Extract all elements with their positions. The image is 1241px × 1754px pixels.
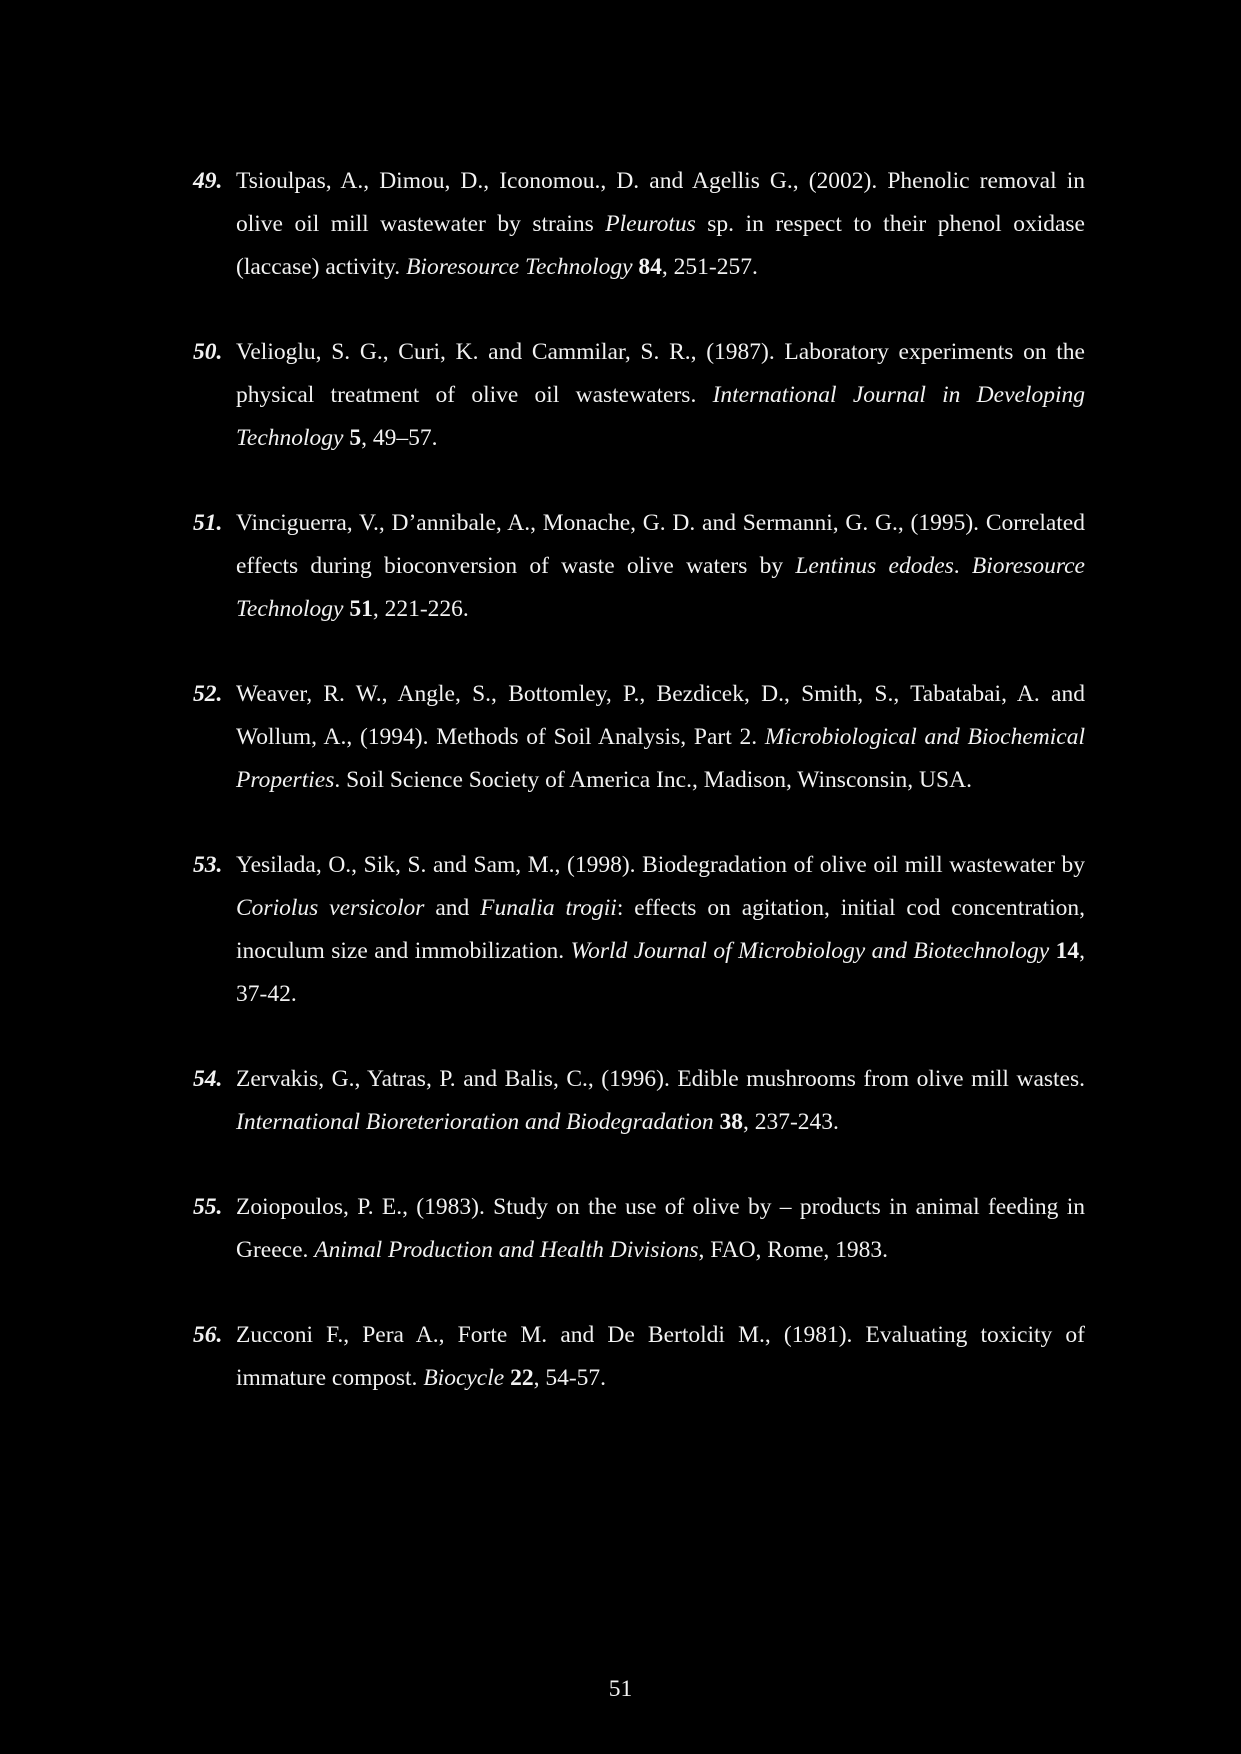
reference-italic-run: Coriolus versicolor [236,895,425,921]
reference-text [236,852,1085,1007]
reference-text-run: and [424,895,481,921]
reference-item [193,502,1085,631]
reference-italic-run: Animal Production and Health Divisions [314,1237,699,1263]
reference-text-run: Vinciguerra, V., D’annibale, A., Monache, G. D. and Sermanni, G. G., (1995). Correlated effects during bioconversion of waste olive waters by [236,510,1085,579]
reference-item [193,1186,1085,1272]
reference-text-run: , 37-42. [236,938,1086,1007]
reference-text [236,1322,1085,1391]
reference-italic-run: World Journal of Microbiology and Biotechnology [570,938,1050,964]
reference-italic-run: Bioresource Technology [236,553,1085,622]
reference-text-run: , 237-243. [742,1109,839,1135]
reference-text-run: Zoiopoulos, P. E., (1983). Study on the use of olive by – products in animal feeding in Greece. [236,1194,1085,1263]
reference-text-run: , 54-57. [533,1365,607,1391]
reference-list [193,160,1085,1442]
reference-number: 56. [193,1322,223,1348]
reference-text-run: Velioglu, S. G., Curi, K. and Cammilar, S. R., (1987). Laboratory experiments on the physical treatment of olive oil wastewaters. [236,339,1085,408]
reference-text [236,339,1085,451]
reference-item [193,160,1085,289]
reference-text-run: , 221-226. [372,596,469,622]
reference-text-run: Zervakis, G., Yatras, P. and Balis, C., (1996). Edible mushrooms from olive mill wastes. [236,1066,1085,1092]
reference-number: 55. [193,1194,223,1220]
reference-italic-run: Biocycle [423,1365,505,1391]
reference-number: 50. [193,339,223,365]
reference-bold-run: 38 [719,1109,743,1135]
reference-text-run: : effects on agitation, initial cod concentration, inoculum size and immobilization. [236,895,1086,964]
reference-text [236,681,1085,793]
reference-italic-run: Pleurotus [605,211,696,237]
reference-text-run: . [953,553,972,579]
page-number: 51 [608,1676,633,1702]
reference-text-run: Yesilada, O., Sik, S. and Sam, M., (1998). Biodegradation of olive oil mill wastewater by [236,852,1085,878]
reference-italic-run: Funalia trogii [480,895,617,921]
reference-bold-run: 5 [349,425,362,451]
reference-text [236,510,1085,622]
reference-text-run: sp. in respect to their phenol oxidase (laccase) activity. [236,211,1085,280]
reference-italic-run: Bioresource Technology [406,254,633,280]
reference-text-run: , 251-257. [661,254,758,280]
reference-number: 54. [193,1066,223,1092]
reference-italic-run: International Bioreterioration and Biodegradation [236,1109,714,1135]
reference-text-run: , FAO, Rome, 1983. [698,1237,889,1263]
reference-item [193,1058,1085,1144]
reference-number: 52. [193,681,223,707]
reference-number: 49. [193,168,223,194]
reference-bold-run: 84 [638,254,662,280]
reference-text-run: . Soil Science Society of America Inc., Madison, Winsconsin, USA. [334,767,972,793]
reference-italic-run: International Journal in Developing Technology [236,382,1085,451]
reference-text [236,168,1085,280]
reference-text-run: Zucconi F., Pera A., Forte M. and De Bertoldi M., (1981). Evaluating toxicity of immature compost. [236,1322,1085,1391]
reference-italic-run: Microbiological and Biochemical Properties [236,724,1085,793]
reference-bold-run: 14 [1055,938,1080,964]
reference-number: 53. [193,852,223,878]
reference-text [236,1066,1085,1135]
reference-italic-run: Lentinus edodes [795,553,954,579]
reference-bold-run: 22 [510,1365,534,1391]
reference-item [193,331,1085,460]
reference-text [236,1194,1085,1263]
reference-item [193,1314,1085,1400]
reference-number: 51. [193,510,223,536]
reference-item [193,673,1085,802]
reference-text-run: Tsioulpas, A., Dimou, D., Iconomou., D. and Agellis G., (2002). Phenolic removal in olive oil mill wastewater by strains [236,168,1085,237]
reference-bold-run: 51 [349,596,373,622]
reference-item [193,844,1085,1016]
reference-text-run: , 49–57. [361,425,438,451]
reference-text-run: Weaver, R. W., Angle, S., Bottomley, P., Bezdicek, D., Smith, S., Tabatabai, A. and Wollum, A., (1994). Methods of Soil Analysis, Part 2. [236,681,1085,750]
